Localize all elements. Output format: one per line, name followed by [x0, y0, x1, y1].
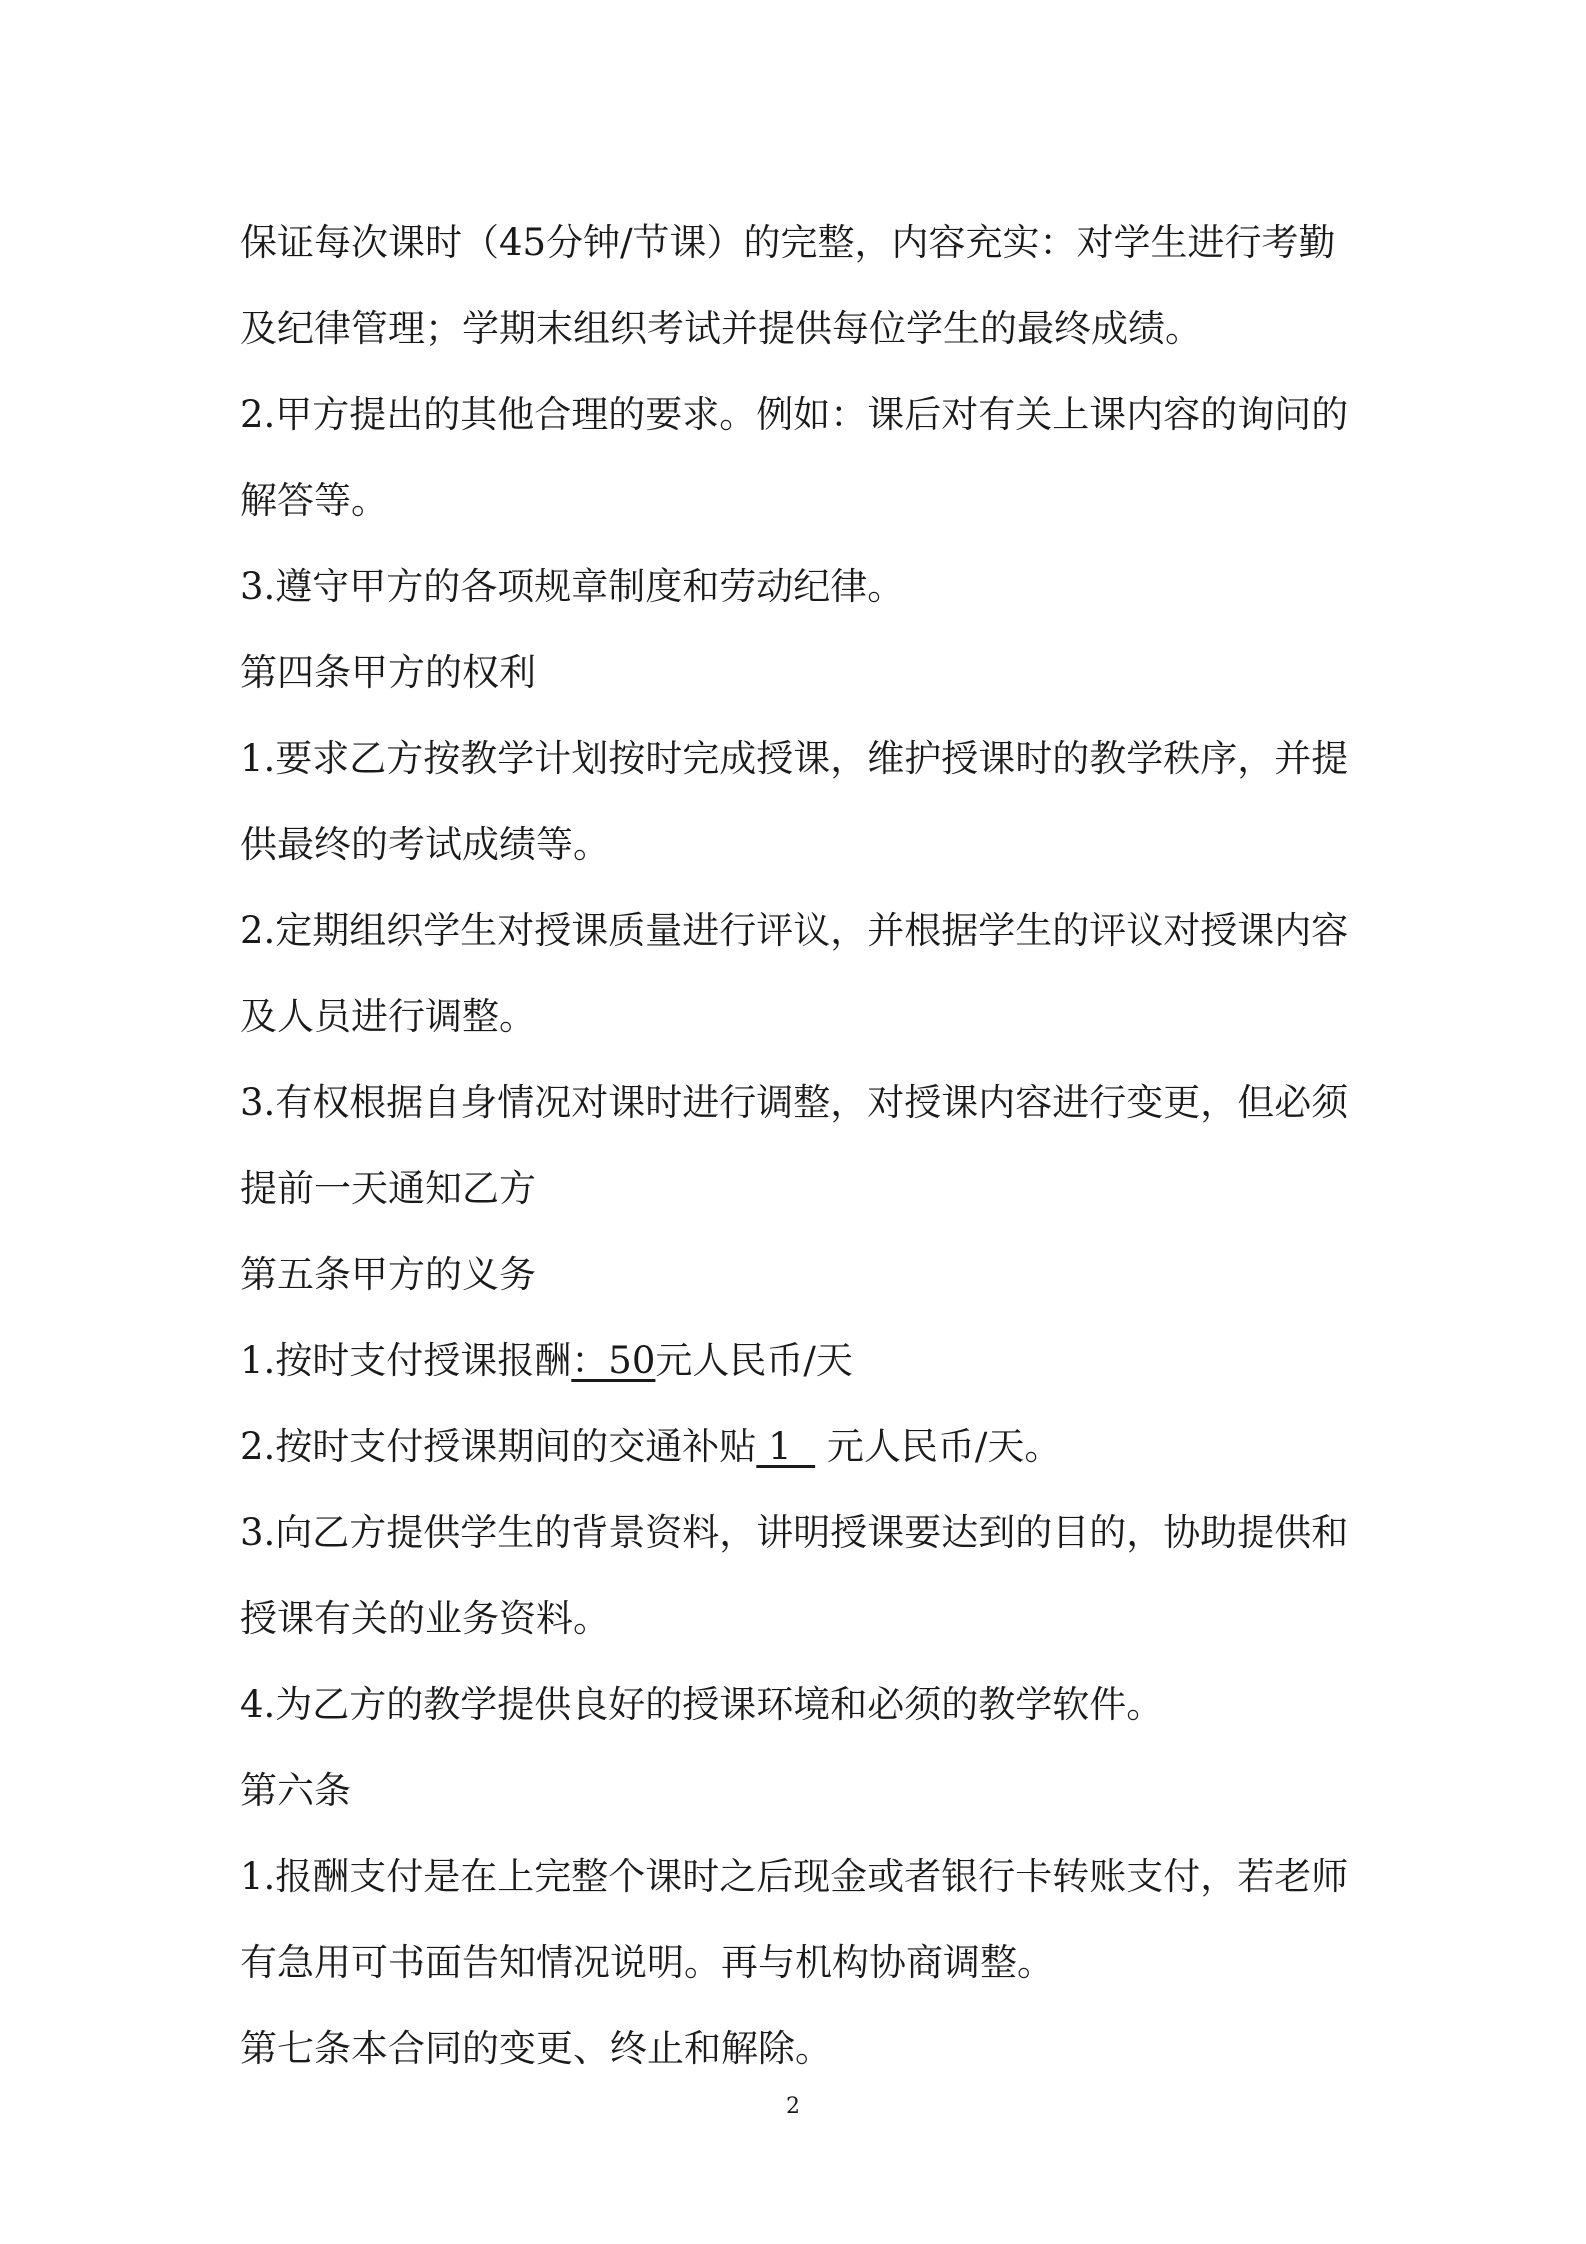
text-line: 3.向乙方提供学生的背景资料，讲明授课要达到的目的，协助提供和 [240, 1511, 1349, 1554]
text-line: 保证每次课时（45分钟/节课）的完整，内容充实：对学生进行考勤 [240, 221, 1336, 264]
fee-line [240, 1318, 1350, 1404]
text-line: 2.甲方提出的其他合理的要求。例如：课后对有关上课内容的询问的 [240, 393, 1349, 436]
text-line: 4.为乙方的教学提供良好的授课环境和必须的教学软件。 [240, 1683, 1164, 1726]
page-number: 2 [786, 2094, 800, 2119]
text-line: 3.有权根据自身情况对课时进行调整，对授课内容进行变更，但必须 [240, 1081, 1349, 1124]
text-line: 有急用可书面告知情况说明。再与机构协商调整。 [240, 1941, 1054, 1984]
text-line: 供最终的考试成绩等。 [240, 823, 610, 866]
subsidy-amount-blank: 1 [756, 1425, 816, 1468]
text-line: 提前一天通知乙方 [240, 1167, 536, 1210]
text-line: 2.定期组织学生对授课质量进行评议，并根据学生的评议对授课内容 [240, 909, 1349, 952]
text-line: 授课有关的业务资料。 [240, 1597, 610, 1640]
subsidy-prefix: 2.按时支付授课期间的交通补贴 [240, 1425, 757, 1468]
text-line: 1.要求乙方按教学计划按时完成授课，维护授课时的教学秩序，并提 [240, 737, 1349, 780]
section-heading-article-5: 第五条甲方的义务 [240, 1253, 536, 1296]
fee-prefix: 1.按时支付授课报酬 [240, 1339, 572, 1382]
text-line: 及人员进行调整。 [240, 995, 536, 1038]
subsidy-line [240, 1404, 1350, 1490]
section-heading-article-6: 第六条 [240, 1769, 351, 1812]
fee-suffix: 元人民币/天 [655, 1339, 853, 1382]
section-heading-article-4: 第四条甲方的权利 [240, 651, 536, 694]
document-body [240, 200, 1350, 2092]
text-line: 及纪律管理；学期末组织考试并提供每位学生的最终成绩。 [240, 307, 1202, 350]
text-line: 1.报酬支付是在上完整个课时之后现金或者银行卡转账支付，若老师 [240, 1855, 1349, 1898]
text-line: 解答等。 [240, 479, 388, 522]
subsidy-suffix: 元人民币/天。 [815, 1425, 1062, 1468]
text-line: 3.遵守甲方的各项规章制度和劳动纪律。 [240, 565, 905, 608]
section-heading-article-7: 第七条本合同的变更、终止和解除。 [240, 2027, 832, 2070]
fee-amount-blank: ：50 [571, 1339, 656, 1382]
